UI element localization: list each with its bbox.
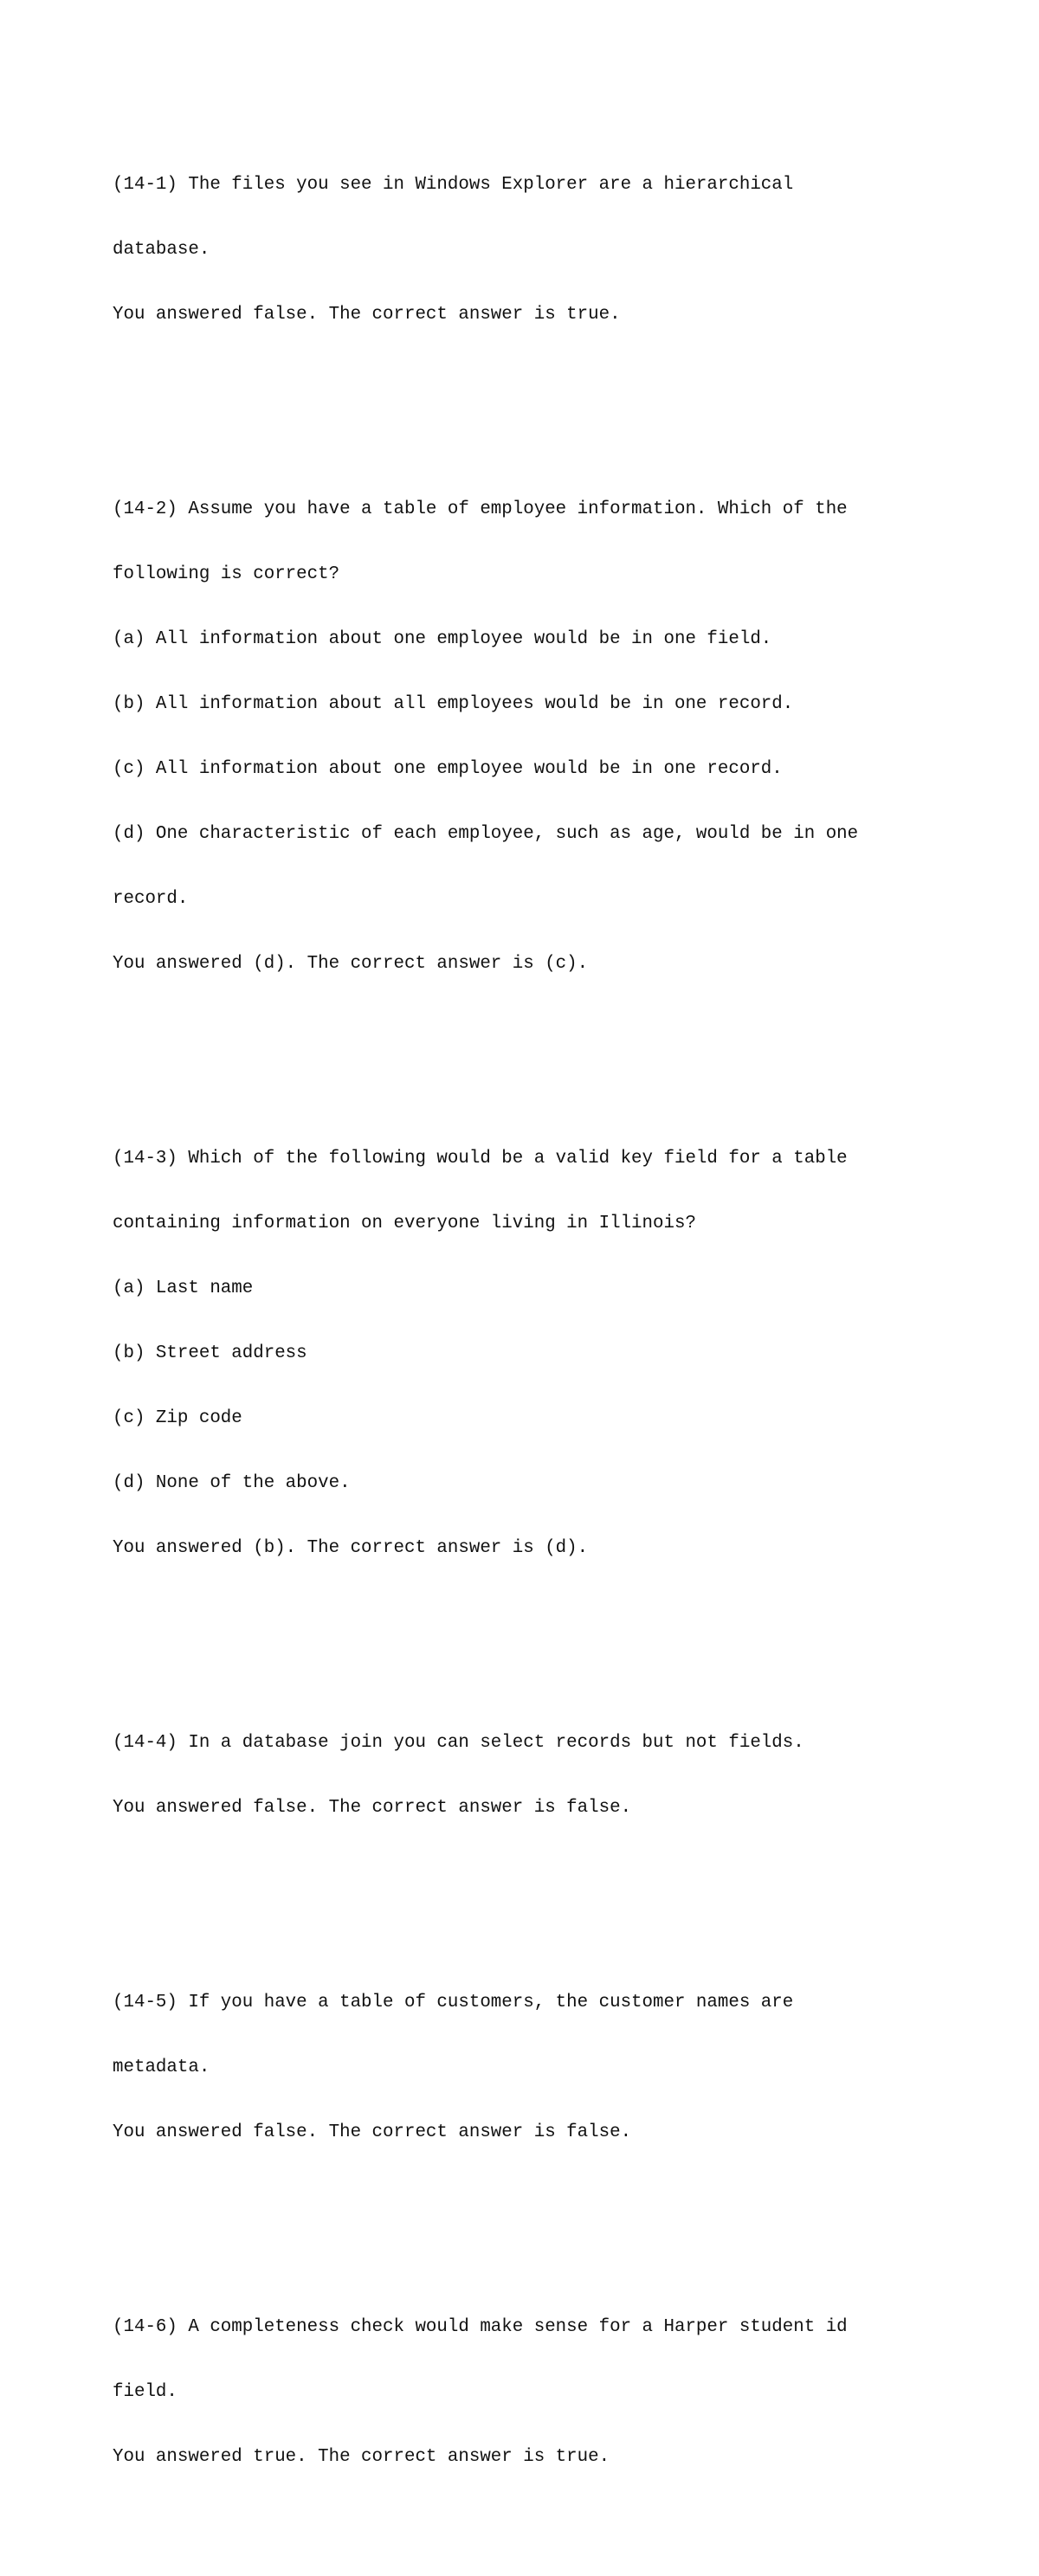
question-text-line: (14-2) Assume you have a table of employee information. Which of the — [113, 499, 848, 519]
question-text-line: metadata. — [113, 2058, 210, 2077]
answer-option: (d) One characteristic of each employee, such as age, would be in one — [113, 824, 859, 844]
answer-option: (c) Zip code — [113, 1408, 242, 1428]
answer-result: You answered false. The correct answer is true. — [113, 305, 621, 325]
answer-result: You answered true. The correct answer is true. — [113, 2447, 610, 2467]
question-text-line: (14-5) If you have a table of customers, the customer names are — [113, 1993, 794, 2012]
quiz-results-page — [113, 66, 1013, 2576]
answer-result: You answered (d). The correct answer is (c). — [113, 954, 589, 974]
question-text-line: (14-3) Which of the following would be a valid key field for a table — [113, 1149, 848, 1169]
answer-option: (d) None of the above. — [113, 1473, 351, 1493]
answer-result: You answered false. The correct answer is false. — [113, 2122, 632, 2142]
question-14-5 — [113, 1948, 1013, 2186]
question-14-2 — [113, 455, 1013, 1018]
answer-option: (b) Street address — [113, 1343, 307, 1363]
question-text-line: (14-6) A completeness check would make sense for a Harper student id — [113, 2317, 848, 2337]
answer-option: record. — [113, 889, 189, 909]
question-text-line: following is correct? — [113, 564, 340, 584]
question-text-line: (14-4) In a database join you can select records but not fields. — [113, 1733, 804, 1753]
question-text-line: database. — [113, 240, 210, 260]
question-14-3 — [113, 1104, 1013, 1602]
answer-option: (b) All information about all employees would be in one record. — [113, 694, 794, 714]
question-14-1 — [113, 131, 1013, 369]
question-text-line: containing information on everyone living in Illinois? — [113, 1214, 696, 1233]
answer-option: (c) All information about one employee would be in one record. — [113, 759, 783, 779]
question-14-6 — [113, 2273, 1013, 2511]
answer-option: (a) Last name — [113, 1278, 254, 1298]
answer-result: You answered false. The correct answer is false. — [113, 1798, 632, 1818]
answer-result: You answered (b). The correct answer is (d). — [113, 1538, 589, 1558]
question-14-4 — [113, 1689, 1013, 1862]
question-text-line: (14-1) The files you see in Windows Explorer are a hierarchical — [113, 175, 794, 195]
answer-option: (a) All information about one employee would be in one field. — [113, 629, 772, 649]
question-text-line: field. — [113, 2382, 177, 2402]
